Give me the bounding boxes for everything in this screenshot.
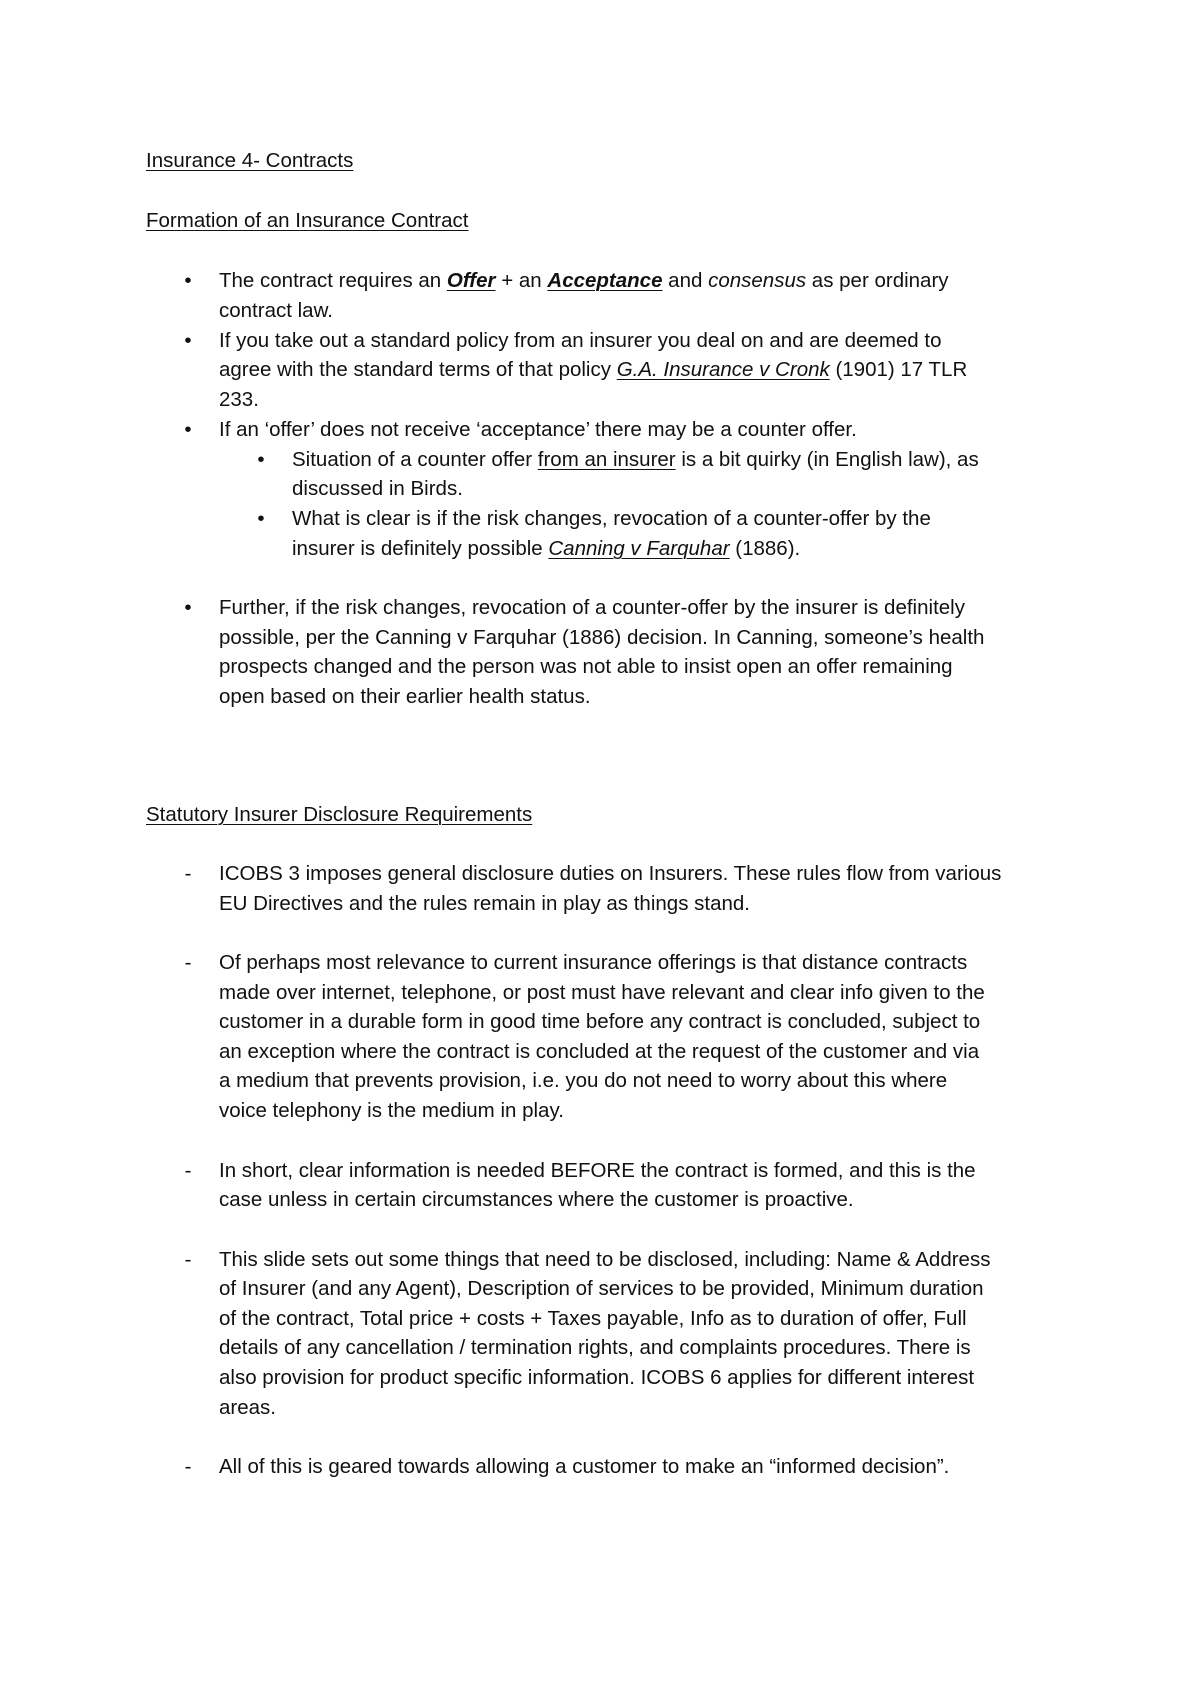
bullet-line: discussed in Birds. — [292, 477, 463, 500]
case-citation-cronk: G.A. Insurance v Cronk — [616, 358, 830, 381]
dash-line: This slide sets out some things that need to be disclosed, including: Name & Address — [219, 1248, 991, 1271]
emphasis-from-an-insurer: from an insurer — [537, 448, 676, 471]
bullet-line: Further, if the risk changes, revocation of a counter-offer by the insurer is definitely — [219, 596, 965, 619]
text-run: + an — [495, 269, 548, 292]
dash-line: Of perhaps most relevance to current insurance offerings is that distance contracts — [219, 951, 968, 974]
text-run: The contract requires an — [219, 269, 447, 292]
bullet-line — [219, 355, 967, 385]
section-heading-disclosure: Statutory Insurer Disclosure Requirements — [146, 803, 533, 826]
text-run: agree with the standard terms of that policy — [219, 358, 617, 381]
dash-line: In short, clear information is needed BEFORE the contract is formed, and this is the — [219, 1159, 976, 1182]
bullet-marker: • — [257, 448, 265, 471]
dash-line: of Insurer (and any Agent), Description of services to be provided, Minimum duration — [219, 1277, 984, 1300]
text-run: insurer is definitely possible — [292, 537, 549, 560]
dash-marker: - — [184, 1455, 192, 1478]
bullet-marker: • — [184, 269, 192, 292]
text-run: and — [662, 269, 709, 292]
bullet-line — [292, 445, 979, 475]
dash-line: case unless in certain circumstances where the customer is proactive. — [219, 1188, 854, 1211]
dash-line: customer in a durable form in good time before any contract is concluded, subject to — [219, 1010, 981, 1033]
dash-line: ICOBS 3 imposes general disclosure duties on Insurers. These rules flow from various — [219, 862, 1002, 885]
text-run: is a bit quirky (in English law), as — [675, 448, 979, 471]
dash-marker: - — [184, 1159, 192, 1182]
bullet-line: prospects changed and the person was not able to insist open an offer remaining — [219, 655, 953, 678]
term-consensus: consensus — [708, 269, 807, 292]
bullet-line: possible, per the Canning v Farquhar (1886) decision. In Canning, someone’s health — [219, 626, 985, 649]
bullet-marker: • — [184, 329, 192, 352]
bullet-line: If you take out a standard policy from an insurer you deal on and are deemed to — [219, 329, 942, 352]
dash-line: of the contract, Total price + costs + Taxes payable, Info as to duration of offer, Full — [219, 1307, 967, 1330]
dash-line: voice telephony is the medium in play. — [219, 1099, 564, 1122]
bullet-line: What is clear is if the risk changes, revocation of a counter-offer by the — [292, 507, 931, 530]
bullet-line: If an ‘offer’ does not receive ‘acceptance’ there may be a counter offer. — [219, 418, 857, 441]
bullet-marker: • — [184, 596, 192, 619]
dash-line: areas. — [219, 1396, 276, 1419]
dash-line: also provision for product specific information. ICOBS 6 applies for different interest — [219, 1366, 975, 1389]
bullet-line: contract law. — [219, 299, 333, 322]
bullet-line: 233. — [219, 388, 259, 411]
text-run: Situation of a counter offer — [292, 448, 538, 471]
bullet-line — [219, 266, 949, 296]
bullet-line — [292, 534, 800, 564]
dash-line: a medium that prevents provision, i.e. you do not need to worry about this where — [219, 1069, 948, 1092]
text-run: (1901) 17 TLR — [829, 358, 968, 381]
bullet-marker: • — [257, 507, 265, 530]
page-title: Insurance 4- Contracts — [146, 149, 354, 172]
section-heading-formation: Formation of an Insurance Contract — [146, 209, 469, 232]
text-run: as per ordinary — [806, 269, 949, 292]
dash-marker: - — [184, 951, 192, 974]
dash-marker: - — [184, 1248, 192, 1271]
term-acceptance: Acceptance — [547, 269, 663, 292]
dash-line: made over internet, telephone, or post must have relevant and clear info given to the — [219, 981, 985, 1004]
bullet-line: open based on their earlier health status. — [219, 685, 591, 708]
bullet-marker: • — [184, 418, 192, 441]
dash-line: EU Directives and the rules remain in play as things stand. — [219, 892, 750, 915]
dash-line: an exception where the contract is concluded at the request of the customer and via — [219, 1040, 980, 1063]
term-offer: Offer — [446, 269, 496, 292]
dash-line: details of any cancellation / termination rights, and complaints procedures. There is — [219, 1336, 971, 1359]
text-run: (1886). — [729, 537, 801, 560]
case-citation-canning: Canning v Farquhar — [548, 537, 730, 560]
dash-line: All of this is geared towards allowing a customer to make an “informed decision”. — [219, 1455, 950, 1478]
dash-marker: - — [184, 862, 192, 885]
